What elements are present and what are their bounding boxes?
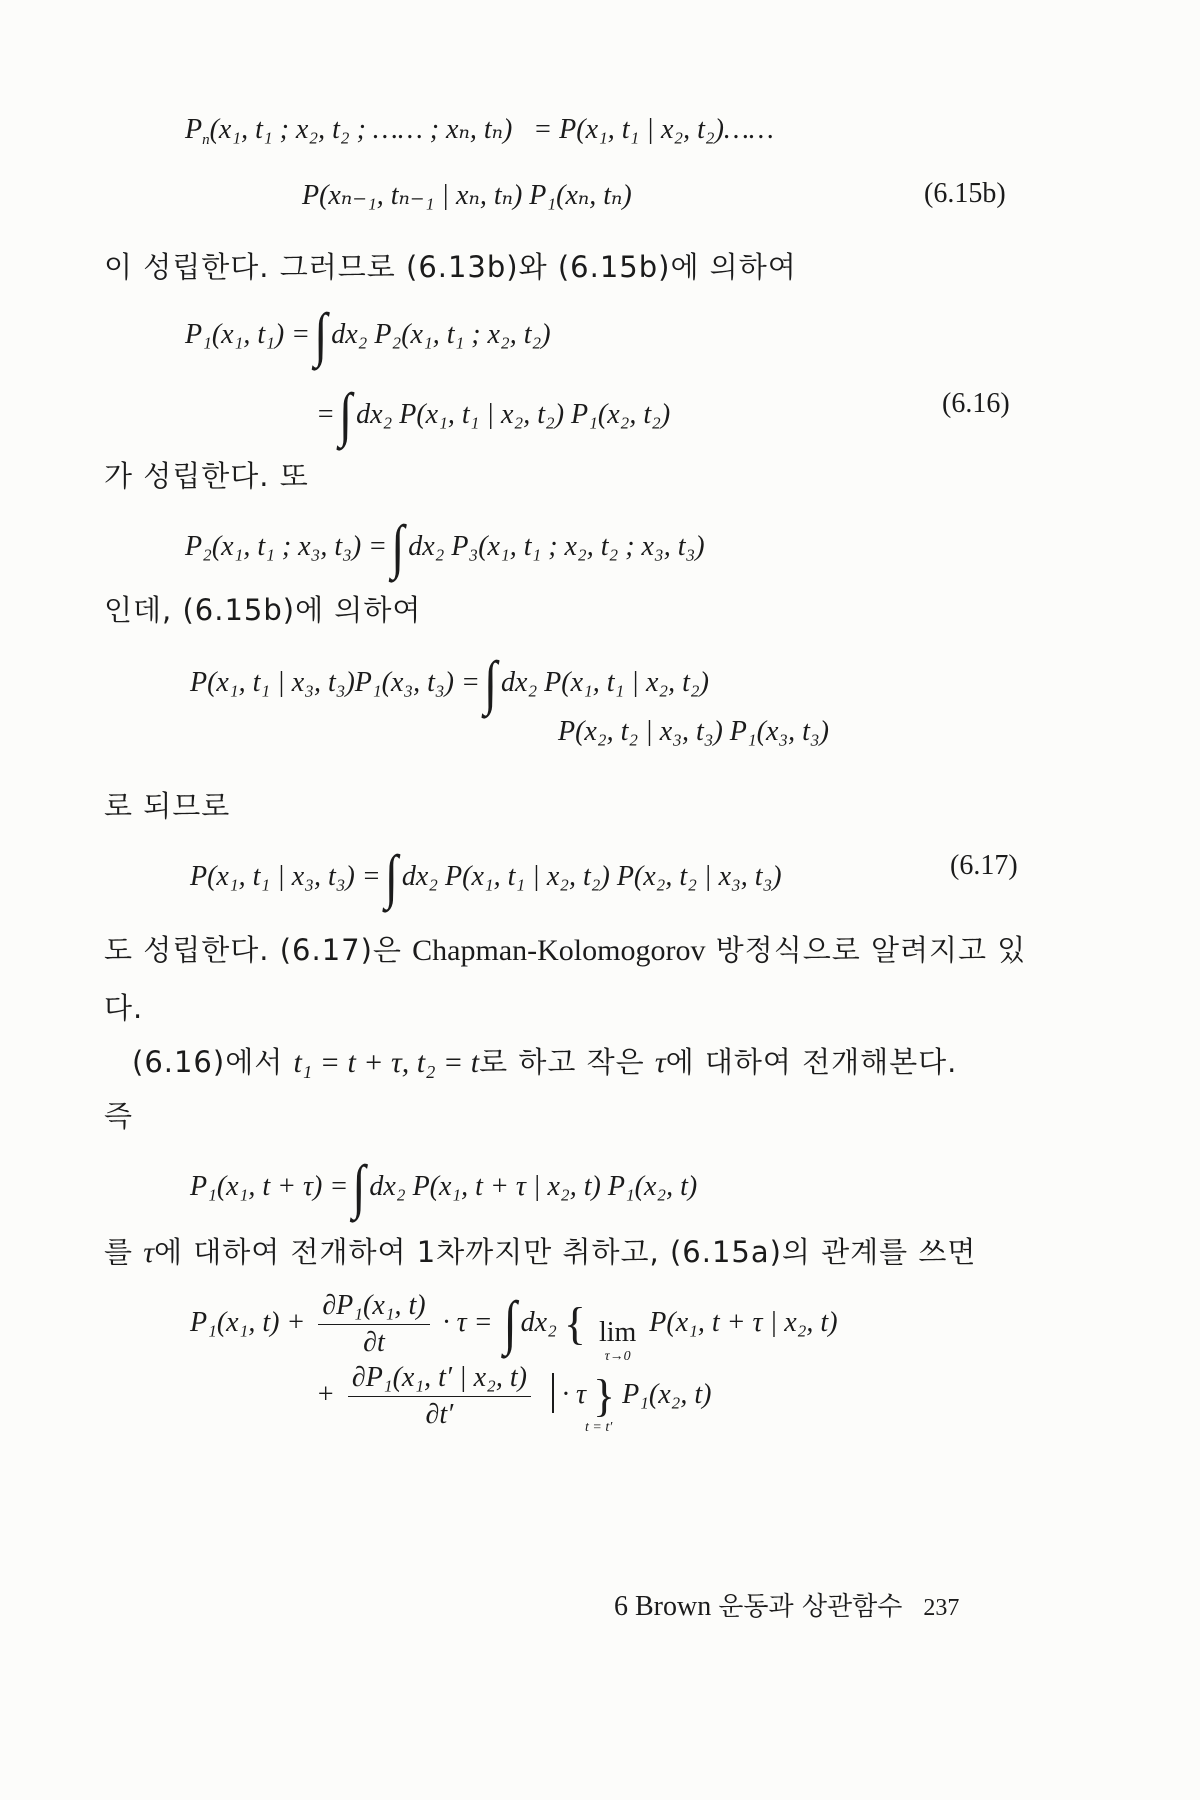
eq-ck-prelim-line1 [190,649,709,717]
paragraph-text-5 [104,928,1026,969]
integral-sign: ∫ [352,1153,366,1221]
eq-final-tail: · τ [561,1378,586,1410]
eq-p2-rhs: dx₂ P₃(x₁, t₁ ; x₂, t₂ ; x₃, t₃) [408,531,705,562]
integral-sign: ∫ [391,513,405,581]
limit-subscript: τ→0 [604,1348,631,1364]
eq-expand [190,1153,698,1221]
eq-6-16-eq-sign: = [316,399,335,430]
eq-6-15b-rhs: = P(x₁, t₁ | x₂, t₂)…… [533,114,774,145]
integral-sign: ∫ [483,649,498,717]
eq-6-16-tag: (6.16) [942,388,1010,419]
text5-part-a: 도 성립한다. (6.17)은 [104,933,402,967]
evaluation-bar [552,1373,554,1413]
text6-tau: τ [654,1046,666,1079]
eq-6-15b-line2: P(xₙ₋₁, tₙ₋₁ | xₙ, tₙ) P₁(xₙ, tₙ) [302,180,632,211]
eq-final-mid: · τ = [442,1306,493,1338]
text6-part-c: 에 대하여 전개해본다. [665,1045,958,1079]
eq-ck-prelim-line2: P(x₂, t₂ | x₃, t₃) P₁(x₃, t₃) [558,716,829,747]
eq-6-16-line1 [185,301,551,369]
eq-6-15b-line1 [185,112,774,146]
integral-sign: ∫ [384,843,398,911]
fraction-denominator: ∂t′ [425,1399,454,1430]
eq-6-17-lhs: P(x₁, t₁ | x₃, t₃) = [190,861,381,892]
eq-6-17-tag: (6.17) [950,850,1018,881]
text6-part-a: (6.16)에서 [132,1045,284,1079]
eq-p2 [185,513,705,581]
integral-sign: ∫ [503,1289,517,1357]
eq-6-17 [190,843,782,911]
eq-6-16-rhs1: dx₂ P₂(x₁, t₁ ; x₂, t₂) [331,319,551,350]
paragraph-text-4: 로 되므로 [104,789,231,823]
eq-final-line1 [190,1290,838,1365]
paragraph-text-6 [132,1040,957,1081]
eq-expand-rhs: dx₂ P(x₁, t + τ | x₂, t) P₁(x₂, t) [369,1171,698,1202]
evaluation-subscript: t = t′ [585,1420,613,1435]
fraction-dp-dt [318,1290,429,1359]
eq-ck-rhs1: dx₂ P(x₁, t₁ | x₂, t₂) [501,667,709,698]
limit-label: lim [598,1316,637,1348]
paragraph-text-7 [104,1230,976,1271]
eq-p2-lhs: P₂(x₁, t₁ ; x₃, t₃) = [185,531,388,562]
text5-chapman: Chapman-Kolomogorov [412,934,706,967]
fraction-numerator: ∂P₁(x₁, t) [318,1290,429,1325]
eq-6-16-line2 [316,381,671,449]
paragraph-text-6-cont: 즉 [104,1099,134,1133]
eq-final-dx: dx₂ [520,1306,557,1338]
eq-6-17-rhs: dx₂ P(x₁, t₁ | x₂, t₂) P(x₂, t₂ | x₃, t₃) [401,861,782,892]
eq-final-plus: + [316,1378,335,1410]
eq-final-end: P₁(x₂, t) [622,1378,712,1410]
eq-expand-lhs: P₁(x₁, t + τ) = [190,1171,349,1202]
eq-6-15b-args: (x₁, t₁ ; x₂, t₂ ; …… ; xₙ, tₙ) [209,114,513,145]
eq-6-16-rhs2: dx₂ P(x₁, t₁ | x₂, t₂) P₁(x₂, t₂) [356,399,671,430]
eq-final-lhs: P₁(x₁, t) + [190,1306,306,1338]
integral-sign: ∫ [338,381,353,449]
paragraph-text-5-cont: 다. [104,991,144,1025]
eq-6-16-lhs: P₁(x₁, t₁) = [185,319,311,350]
eq-final-line2 [316,1362,712,1431]
limit-operator [599,1317,636,1365]
eq-ck-lhs: P(x₁, t₁ | x₃, t₃)P₁(x₃, t₃) = [190,667,480,698]
eq-final-term: P(x₁, t + τ | x₂, t) [649,1306,838,1338]
fraction-dp-dtprime [348,1362,531,1431]
right-brace-icon: } [592,1369,616,1421]
fraction-denominator: ∂t [363,1327,385,1358]
footer-chapter: 6 Brown [614,1591,712,1622]
paragraph-text-2: 가 성립한다. 또 [104,459,309,493]
text7-tau: τ [143,1236,154,1269]
text6-math: t₁ = t + τ, t₂ = t [293,1046,480,1079]
text7-part-b: 에 대하여 전개하여 1차까지만 취하고, (6.15a)의 관계를 쓰면 [153,1235,977,1269]
page-number: 237 [923,1595,960,1621]
text6-part-b: 로 하고 작은 [479,1045,645,1079]
paragraph-text-1: 이 성립한다. 그러므로 (6.13b)와 (6.15b)에 의하여 [104,250,797,284]
eq-6-15b-lhs: P [185,114,203,145]
text7-part-a: 를 [104,1235,134,1269]
footer-title: 운동과 상관함수 [718,1592,903,1622]
eq-6-15b-tag: (6.15b) [924,178,1006,209]
text5-part-c: 방정식으로 알려지고 있 [715,933,1027,967]
fraction-numerator: ∂P₁(x₁, t′ | x₂, t) [348,1362,531,1397]
page-footer [614,1586,959,1623]
eq-6-15b-sub: n [202,132,210,148]
integral-sign: ∫ [314,301,328,369]
left-brace-icon: { [563,1297,586,1349]
paragraph-text-3: 인데, (6.15b)에 의하여 [104,593,422,627]
